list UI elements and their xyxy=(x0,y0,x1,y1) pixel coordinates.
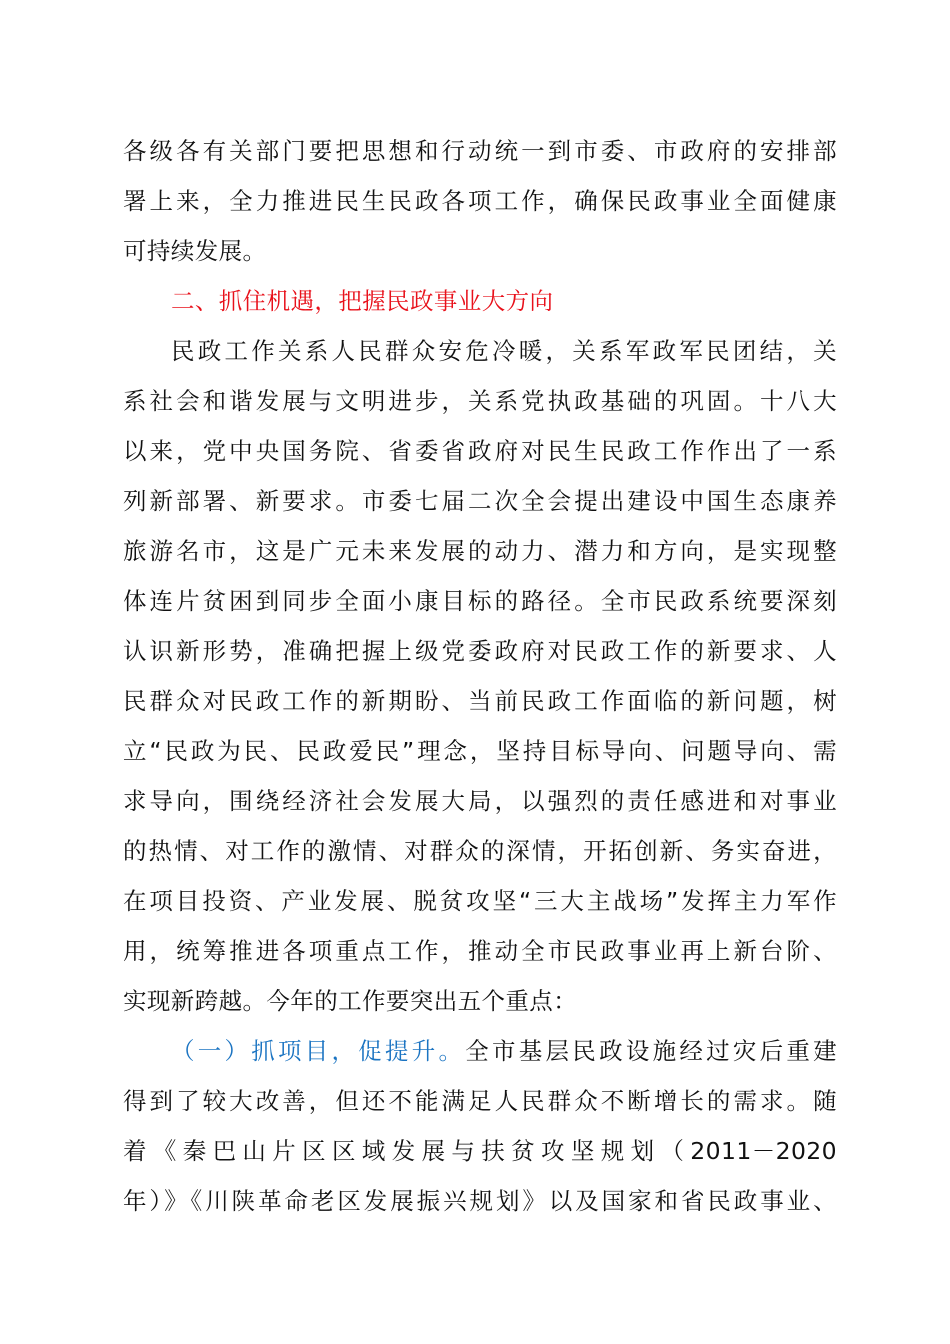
subsection-lead: （一）抓项目，促提升。 xyxy=(171,1037,466,1065)
paragraph-line: 民政工作关系人民群众安危冷暖，关系军政军民团结，关 xyxy=(171,337,837,365)
paragraph-line: 认识新形势，准确把握上级党委政府对民政工作的新要求、人 xyxy=(123,637,837,665)
paragraph-line: 在项目投资、产业发展、脱贫攻坚“三大主战场”发挥主力军作 xyxy=(123,887,837,915)
paragraph-line: 实现新跨越。今年的工作要突出五个重点： xyxy=(123,987,578,1015)
paragraph-line: 可持续发展。 xyxy=(123,237,267,265)
paragraph-line: 着《秦巴山片区区域发展与扶贫攻坚规划（2011－2020 xyxy=(123,1137,837,1165)
paragraph-line: 立“民政为民、民政爱民”理念，坚持目标导向、问题导向、需 xyxy=(123,737,837,765)
paragraph-line: 用，统筹推进各项重点工作，推动全市民政事业再上新台阶、 xyxy=(123,937,837,965)
paragraph-line: 各级各有关部门要把思想和行动统一到市委、市政府的安排部 xyxy=(123,137,837,165)
paragraph-line: 体连片贫困到同步全面小康目标的路径。全市民政系统要深刻 xyxy=(123,587,837,615)
paragraph-line: 旅游名市，这是广元未来发展的动力、潜力和方向，是实现整 xyxy=(123,537,837,565)
paragraph-line: 系社会和谐发展与文明进步，关系党执政基础的巩固。十八大 xyxy=(123,387,837,415)
subsection-first-line xyxy=(123,1026,837,1076)
paragraph-line: 得到了较大改善，但还不能满足人民群众不断增长的需求。随 xyxy=(123,1087,837,1115)
paragraph-line: 年）》《川陕革命老区发展振兴规划》以及国家和省民政事业、 xyxy=(123,1187,837,1215)
section-heading: 二、抓住机遇，把握民政事业大方向 xyxy=(171,287,554,315)
subsection-first-line-text: 全市基层民政设施经过灾后重建 xyxy=(465,1037,837,1065)
paragraph-line: 求导向，围绕经济社会发展大局，以强烈的责任感进和对事业 xyxy=(123,787,837,815)
paragraph-line: 列新部署、新要求。市委七届二次全会提出建设中国生态康养 xyxy=(123,487,837,515)
paragraph-line: 署上来，全力推进民生民政各项工作，确保民政事业全面健康 xyxy=(123,187,837,215)
paragraph-line: 以来，党中央国务院、省委省政府对民生民政工作作出了一系 xyxy=(123,437,837,465)
paragraph-line: 的热情、对工作的激情、对群众的深情，开拓创新、务实奋进， xyxy=(123,837,837,865)
document-body xyxy=(123,126,837,1226)
paragraph-line: 民群众对民政工作的新期盼、当前民政工作面临的新问题，树 xyxy=(123,687,837,715)
